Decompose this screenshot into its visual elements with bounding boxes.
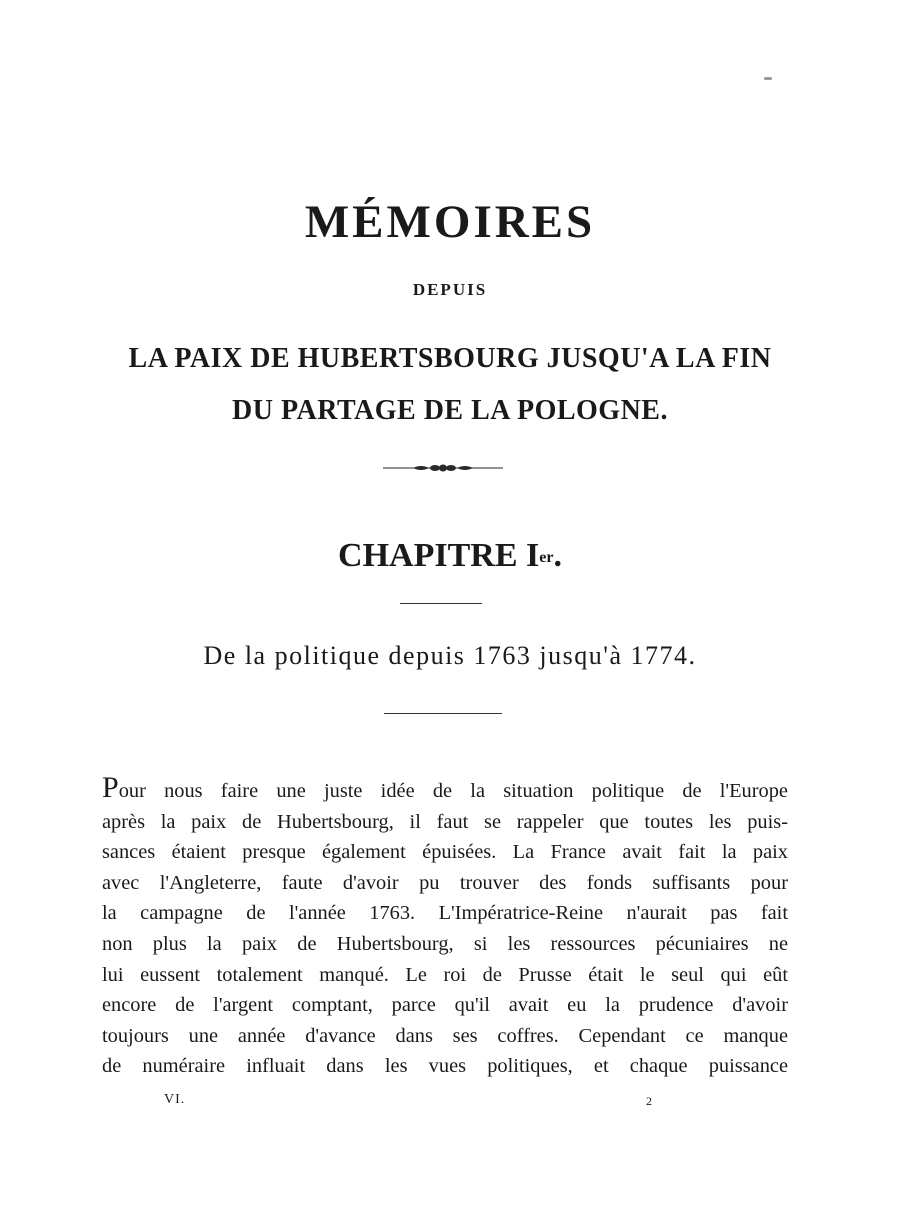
text-line: de numéraire influait dans les vues politiques, et chaque puissance — [102, 1055, 788, 1078]
chapter-suffix: . — [553, 537, 562, 574]
body-paragraph — [102, 773, 788, 1082]
text-line: non plus la paix de Hubertsbourg, si les ressources pécuniaires ne — [102, 932, 788, 955]
text-line: la campagne de l'année 1763. L'Impératrice-Reine n'aurait pas fait — [102, 902, 788, 925]
chapter-heading — [0, 534, 900, 578]
text-line: sances étaient presque également épuisées. La France avait fait la paix — [102, 841, 788, 864]
ornament-divider — [383, 460, 503, 476]
sheet-number: 2 — [646, 1094, 652, 1108]
text-line: toujours une année d'avance dans ses coffres. Cependant ce manque — [102, 1024, 788, 1047]
text-line: lui eussent totalement manqué. Le roi de Prusse était le seul qui eût — [102, 963, 788, 986]
text-line: encore de l'argent comptant, parce qu'il avait eu la prudence d'avoir — [102, 994, 788, 1017]
subtitle-line-2: DU PARTAGE DE LA POLOGNE. — [232, 395, 668, 426]
text-line: avec l'Angleterre, faute d'avoir pu trouver des fonds suffisants pour — [102, 871, 788, 894]
text-line: après la paix de Hubertsbourg, il faut se rappeler que toutes les puis- — [102, 810, 788, 833]
title-connector: DEPUIS — [412, 280, 488, 299]
drop-cap: P — [102, 771, 119, 804]
chapter-superscript: er — [539, 549, 554, 566]
scan-speck — [764, 77, 772, 80]
subtitle-line-1: LA PAIX DE HUBERTSBOURG JUSQU'A LA FIN — [128, 343, 772, 374]
chapter-subtitle: De la politique depuis 1763 jusqu'à 1774. — [203, 641, 697, 670]
chapter-rule — [400, 603, 482, 604]
book-subtitle — [0, 333, 900, 437]
chapter-label: CHAPITRE I — [338, 537, 540, 574]
signature-mark: VI. — [164, 1092, 186, 1107]
book-title: MÉMOIRES — [304, 196, 596, 248]
first-line-text: our nous faire une juste idée de la situation politique de l'Europe — [118, 780, 788, 802]
text-line — [102, 773, 788, 807]
section-rule — [384, 713, 502, 714]
